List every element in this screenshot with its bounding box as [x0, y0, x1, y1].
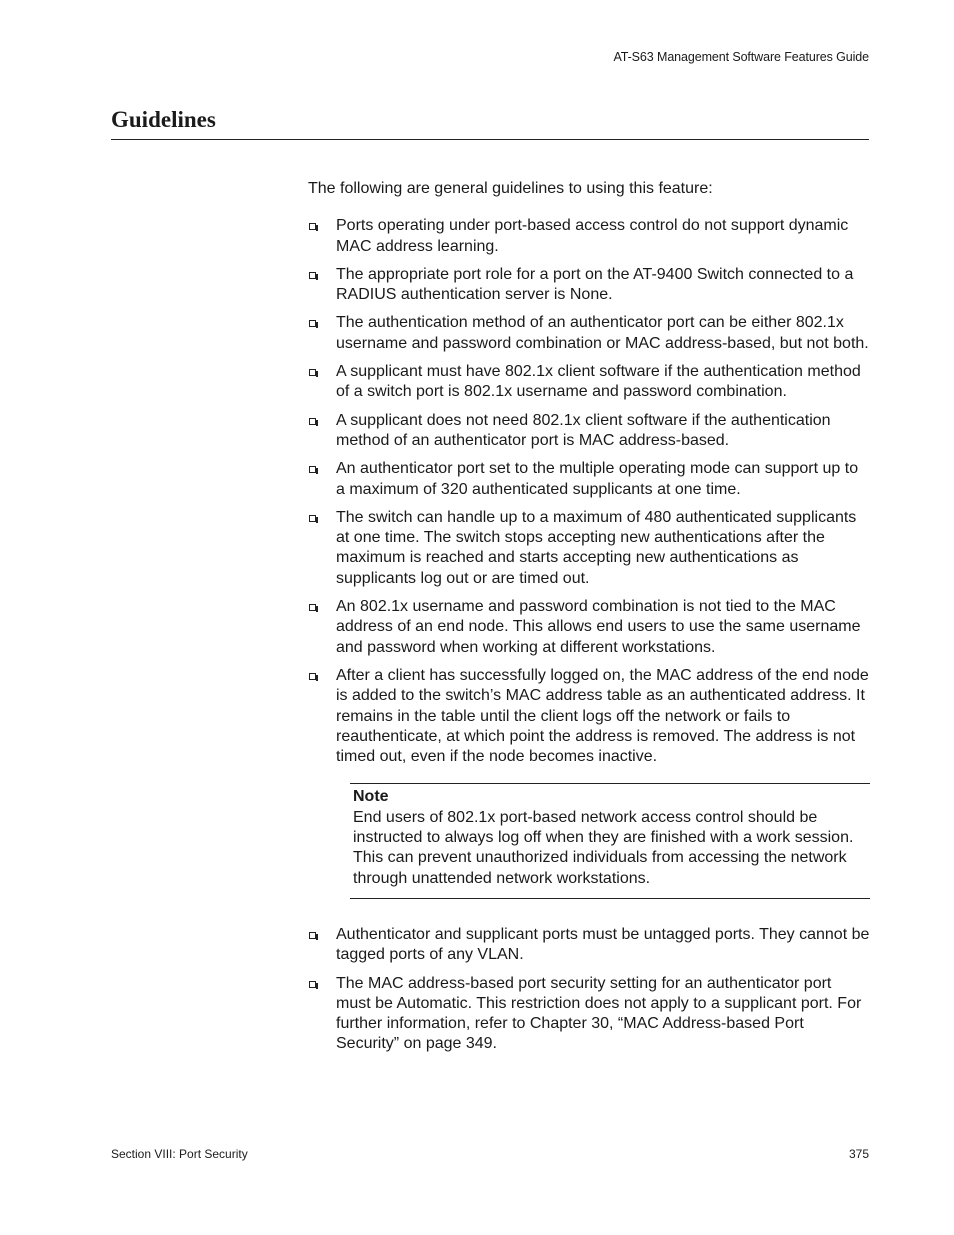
- guidelines-list-continued: [308, 925, 870, 1055]
- checkbox-bullet-icon: [309, 272, 316, 279]
- note-label: Note: [353, 788, 389, 806]
- checkbox-bullet-icon: [309, 369, 316, 376]
- intro-paragraph: The following are general guidelines to using this feature:: [308, 180, 713, 197]
- checkbox-bullet-icon: [309, 932, 316, 939]
- guidelines-list: [308, 216, 870, 767]
- list-item: [308, 411, 870, 452]
- list-item: [308, 216, 870, 257]
- title-rule: [111, 139, 869, 140]
- list-item-text: Authenticator and supplicant ports must be untagged ports. They cannot be tagged ports of any VLAN.: [336, 925, 870, 964]
- checkbox-bullet-icon: [309, 673, 316, 680]
- list-item: [308, 459, 870, 500]
- list-item: [308, 508, 870, 589]
- checkbox-bullet-icon: [309, 981, 316, 988]
- note-text: End users of 802.1x port-based network access control should be instructed to always log off when they are finished with a work session. This can prevent unauthorized individuals from accessing the network through unattended network workstations.: [353, 808, 854, 887]
- list-item-text: A supplicant must have 802.1x client software if the authentication method of a switch port is 802.1x username and password combination.: [336, 363, 861, 401]
- footer-section-label: Section VIII: Port Security: [111, 1147, 248, 1161]
- list-item: [308, 925, 870, 966]
- section-title: Guidelines: [111, 107, 216, 132]
- list-item: [308, 362, 870, 403]
- checkbox-bullet-icon: [309, 320, 316, 327]
- note-box: [350, 783, 870, 898]
- list-item-text: The authentication method of an authenticator port can be either 802.1x username and password combination or MAC address-based, but not both.: [336, 314, 869, 352]
- content-body: [308, 179, 870, 1063]
- checkbox-bullet-icon: [309, 418, 316, 425]
- list-item-text: After a client has successfully logged on, the MAC address of the end node is added to the switch’s MAC address table as an authenticated address. It remains in the table until the client logs off the network or fails to reauthenticate, at which point the address is removed. The address is not timed out, even if the node becomes inactive.: [336, 666, 869, 766]
- list-item-text: An 802.1x username and password combination is not tied to the MAC address of an end node. This allows end users to use the same username and password when working at different workstations.: [336, 598, 861, 656]
- list-item: [308, 265, 870, 306]
- checkbox-bullet-icon: [309, 604, 316, 611]
- list-item-text: A supplicant does not need 802.1x client software if the authentication method of an authenticator port is MAC address-based.: [336, 411, 831, 449]
- list-item: [308, 597, 870, 658]
- list-item-text: The appropriate port role for a port on the AT-9400 Switch connected to a RADIUS authentication server is None.: [336, 265, 854, 304]
- list-item: [308, 974, 870, 1055]
- footer-page-number: 375: [848, 1147, 869, 1161]
- checkbox-bullet-icon: [309, 223, 316, 230]
- list-item: [308, 313, 870, 354]
- list-item-text: The switch can handle up to a maximum of 480 authenticated supplicants at one time. The switch stops accepting new authentications after the maximum is reached and starts accepting new authentications as supplicants log out or are timed out.: [336, 508, 857, 587]
- list-item-text: Ports operating under port-based access control do not support dynamic MAC address learning.: [336, 217, 849, 255]
- checkbox-bullet-icon: [309, 515, 316, 522]
- checkbox-bullet-icon: [309, 466, 316, 473]
- list-item-text: The MAC address-based port security setting for an authenticator port must be Automatic. This restriction does not apply to a supplicant port. For further information, refer to Chapter 30, “MAC Address-based Port Security” on page 349.: [336, 974, 862, 1053]
- running-header-title: AT-S63 Management Software Features Guide: [613, 50, 869, 64]
- list-item: [308, 666, 870, 767]
- list-item-text: An authenticator port set to the multiple operating mode can support up to a maximum of 320 authenticated supplicants at one time.: [336, 460, 859, 498]
